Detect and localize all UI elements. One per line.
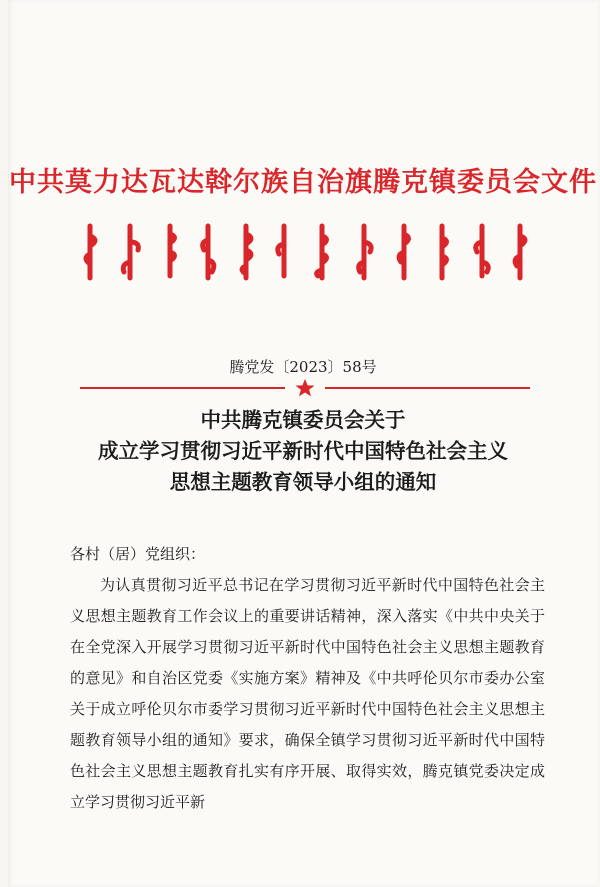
document-number: 腾党发〔2023〕58号 [229, 358, 377, 376]
document-page [8, 0, 598, 887]
salutation: 各村（居）党组织： [70, 545, 206, 563]
body-paragraph: 为认真贯彻习近平总书记在学习贯彻习近平新时代中国特色社会主义思想主题教育工作会议上的重要讲话精神，深入落实《中共中央关于在全党深入开展学习贯彻习近平新时代中国特色社会主义思想主题教育的意见》和自治区党委《实施方案》精神及《中共呼伦贝尔市委办公室关于成立呼伦贝尔市委学习贯彻习近平新时代中国特色社会主义思想主题教育领导小组的通知》要求，确保全镇学习贯彻习近平新时代中国特色社会主义思想主题教育扎实有序开展、取得实效，腾克镇党委决定成立学习贯彻习近平新 [70, 576, 545, 811]
title-line: 思想主题教育领导小组的通知 [169, 470, 437, 494]
title-line: 成立学习贯彻习近平新时代中国特色社会主义 [98, 439, 508, 463]
document-title [8, 405, 598, 498]
issuing-authority-header: 中共莫力达瓦达斡尔族自治旗腾克镇委员会文件 [9, 167, 597, 198]
star-icon [296, 379, 315, 396]
title-line: 中共腾克镇委员会关于 [200, 408, 406, 432]
red-divider-with-star [80, 378, 530, 398]
mongolian-script-header [78, 222, 548, 282]
